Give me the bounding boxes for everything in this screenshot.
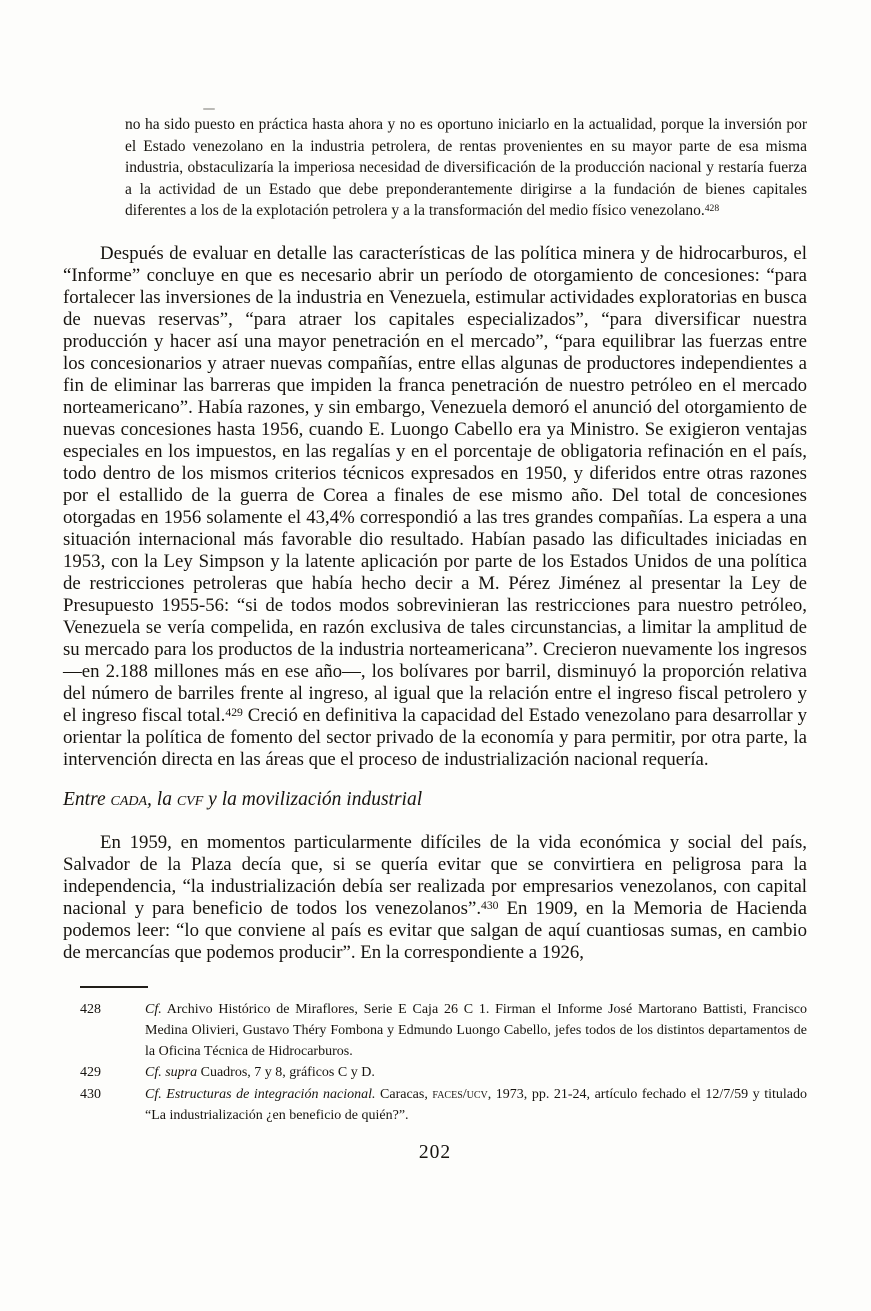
footnote-text-rest: Archivo Histórico de Miraflores, Serie E Caja 26 C 1. Firman el Informe José Martorano Battisti, Francisco Medina Olivieri, Gustavo Théry Fombona y Edmundo Luongo Cabello, jefes todos de los distintos departamentos de la Oficina Técnica de Hidrocarburos. bbox=[145, 1001, 807, 1060]
page-content bbox=[63, 0, 807, 1164]
footnote-smallcaps: faces/ucv bbox=[432, 1086, 488, 1102]
heading-acronym-cada: cada bbox=[110, 788, 148, 810]
paragraph-2-text-cont: En 1909, en la Memoria de Hacienda podemos leer: “lo que conviene al país es evitar que salgan de aquí cuantiosas sumas, en cambio de mercancías que podemos producir”. En la correspondiente a 1926, bbox=[63, 897, 808, 963]
footnote-number: 428 bbox=[80, 1001, 101, 1017]
paragraph-1-text-cont: Creció en definitiva la capacidad del Estado venezolano para desarrollar y orientar la política de fomento del sector privado de la economía y para permitir, por otra parte, la intervención directa en las áreas que el proceso de industrialización nacional requería. bbox=[63, 704, 807, 770]
footnote-428 bbox=[63, 999, 807, 1063]
heading-text-tail: y la movilización industrial bbox=[203, 788, 423, 810]
footnote-number: 430 bbox=[80, 1086, 101, 1102]
section-heading bbox=[63, 788, 807, 811]
page-number: 202 bbox=[418, 1142, 452, 1164]
paragraph-1 bbox=[63, 243, 807, 771]
footnote-ref-430: 430 bbox=[481, 898, 499, 912]
footnote-text-pre: Caracas, bbox=[375, 1086, 433, 1102]
heading-text-mid: , la bbox=[147, 788, 177, 810]
footnote-text-rest: Cuadros, 7 y 8, gráficos C y D. bbox=[197, 1065, 375, 1081]
paragraph-1-text: Después de evaluar en detalle las características de las política minera y de hidrocarburos, el “Informe” concluye en que es necesario abrir un período de otorgamiento de concesiones: “para fortalecer las inversiones de la industria en Venezuela, estimular actividades exploratorias en busca de nuevas reservas”, “para atraer los capitales especializados”, “para diversificar nuestra producción y hacer así una mayor penetración en el mercado”, “para equilibrar las fuerzas entre los concesionarios y atraer nuevas compañías, entre ellas algunas de productores independientes a fin de eliminar las barreras que impiden la franca penetración de nuestro petróleo en el mercado norteamericano”. Había razones, y sin embargo, Venezuela demoró el anunció del otorgamiento de nuevas concesiones hasta 1956, cuando E. Luongo Cabello era ya Ministro. Se exigieron ventajas especiales en los impuestos, en las regalías y en el porcentaje de obligatoria refinación en el país, todo dentro de los mismos criterios técnicos expresados en 1950, y diferidos entre otras razones por el estallido de la guerra de Corea a finales de ese mismo año. Del total de concesiones otorgadas en 1956 solamente el 43,4% correspondió a las tres grandes compañías. La espera a una situación internacional más favorable dio resultado. Habían pasado las dificultades iniciadas en 1953, con la Ley Simpson y la latente aplicación por parte de los Estados Unidos de una política de restricciones petroleras que había hecho decir a M. Pérez Jiménez al presentar la Ley de Presupuesto 1955-56: “si de todos modos sobrevinieran las restricciones para nuestro petróleo, Venezuela se vería compelida, en razón exclusiva de tales circunstancias, a limitar la amplitud de su mercado para los productos de la industria norteamericana”. Crecieron nuevamente los ingresos —en 2.188 millones más en ese año—, los bolívares por barril, disminuyó la proporción relativa del número de barriles frente al ingreso, al igual que la relación entre el ingreso fiscal petrolero y el ingreso fiscal total. bbox=[63, 242, 807, 726]
footnote-number: 429 bbox=[80, 1065, 101, 1081]
footnote-text bbox=[145, 1084, 807, 1127]
heading-acronym-cvf: cvf bbox=[176, 788, 204, 810]
footnote-ref-428: 428 bbox=[704, 202, 720, 214]
quote-text: no ha sido puesto en práctica hasta ahora y no es oportuno iniciarlo en la actualidad, porque la inversión por el Estado venezolano en la industria petrolera, de rentas provenientes en su mayor parte de esa misma industria, obstaculizaría la imperiosa necesidad de diversificación de la producción nacional y restaría fuerza a la actividad de un Estado que debe preponderantemente dirigirse a la fundación de bienes capitales diferentes a los de la explotación petrolera y a la transformación del medio físico venezolano. bbox=[125, 116, 807, 219]
footnote-citation-italic: Cf. bbox=[145, 1001, 162, 1017]
block-quote bbox=[125, 114, 807, 222]
footnote-430 bbox=[63, 1084, 807, 1127]
footnotes-section bbox=[63, 999, 807, 1127]
footnote-ref-429: 429 bbox=[225, 705, 243, 719]
footnote-citation-italic: Cf. supra bbox=[145, 1065, 198, 1081]
footnote-text bbox=[145, 999, 807, 1063]
footnote-429 bbox=[63, 1062, 807, 1083]
paragraph-2-text: En 1959, en momentos particularmente difíciles de la vida económica y social del país, Salvador de la Plaza decía que, si se quería evitar que se convirtiera en peligrosa para la independencia, “la industrialización debía ser realizada por empresarios venezolanos, con capital nacional y para beneficio de todos los venezolanos”. bbox=[63, 831, 807, 919]
paragraph-2 bbox=[63, 832, 807, 964]
footnote-text-rest: , 1973, pp. 21-24, artículo fechado el 12/7/59 y titulado “La industrialización ¿en beneficio de quién?”. bbox=[145, 1086, 807, 1123]
heading-text: Entre bbox=[63, 788, 111, 810]
footnote-separator bbox=[80, 986, 148, 988]
footnote-text bbox=[145, 1062, 807, 1083]
footnote-citation-italic: Cf. Estructuras de integración nacional. bbox=[145, 1086, 376, 1102]
